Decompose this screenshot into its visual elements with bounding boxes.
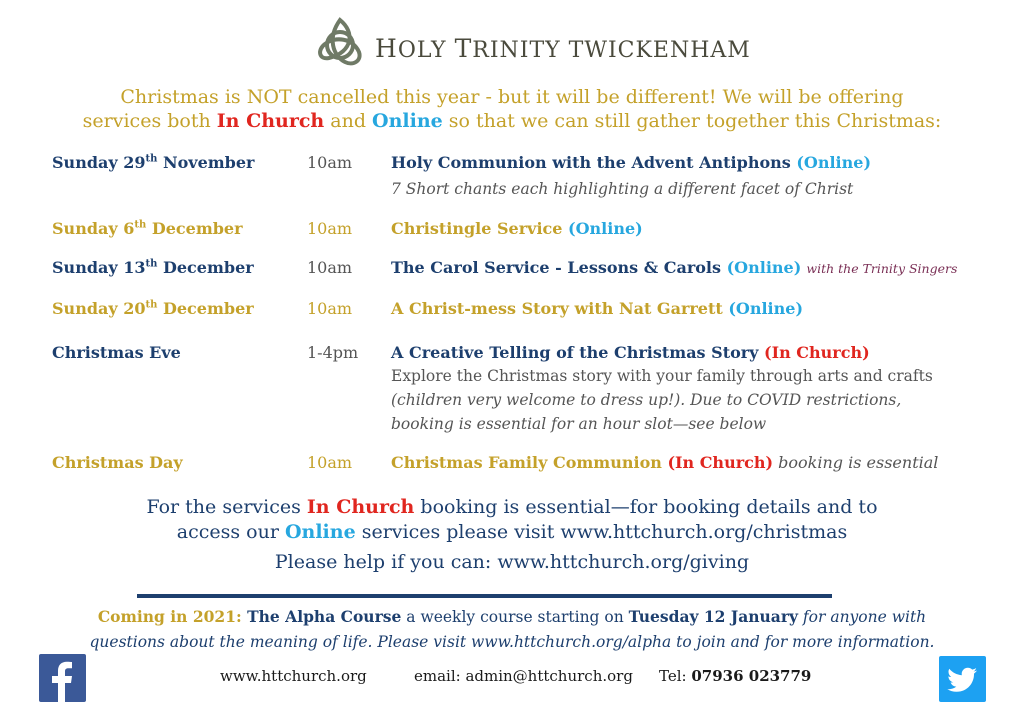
footer-email[interactable]: email: admin@httchurch.org	[414, 667, 633, 685]
footer-website[interactable]: www.httchurch.org	[220, 667, 367, 685]
service-subtitle: (children very welcome to dress up!). Due to COVID restrictions,	[391, 391, 902, 409]
giving-link[interactable]: Please help if you can: www.httchurch.org/giving	[274, 551, 750, 573]
service-time: 10am	[307, 299, 353, 318]
service-date: Christmas Eve	[52, 343, 181, 362]
service-time: 10am	[307, 258, 353, 277]
service-date: Sunday 29th November	[52, 153, 255, 172]
service-time: 10am	[307, 219, 353, 238]
service-description: Christingle Service (Online)	[391, 219, 643, 238]
service-description: Christmas Family Communion (In Church) booking is essential	[391, 453, 939, 472]
service-time: 10am	[307, 453, 353, 472]
service-description: The Carol Service - Lessons & Carols (Online) with the Trinity Singers	[391, 258, 958, 277]
service-description: Holy Communion with the Advent Antiphons (Online) 7 Short chants each highlighting a different facet of Christ	[391, 153, 1011, 201]
facebook-icon[interactable]	[39, 654, 86, 702]
service-description: A Creative Telling of the Christmas Story (In Church) Explore the Christmas story with your family through arts and crafts (children very welcome to dress up!). Due to COVID restrictions, booking is essential for an hour slot—see below	[391, 343, 1011, 436]
service-time: 10am	[307, 153, 353, 172]
twitter-icon[interactable]	[939, 656, 986, 702]
service-date: Sunday 20th December	[52, 299, 254, 318]
intro-line-1: Christmas is NOT cancelled this year - but it will be different! We will be offering	[120, 86, 904, 108]
church-logo	[315, 14, 751, 72]
service-date: Christmas Day	[52, 453, 183, 472]
booking-info: For the services In Church booking is essential—for booking details and to access our Online services please visit www.httchurch.org/christmas	[146, 496, 878, 543]
divider	[137, 594, 832, 598]
service-subtitle: booking is essential for an hour slot—see below	[391, 415, 767, 433]
intro-line-2: services both In Church and Online so that we can still gather together this Christmas:	[82, 110, 942, 132]
intro-text	[0, 85, 1024, 133]
service-time: 1-4pm	[307, 343, 359, 362]
online-highlight: Online	[372, 110, 443, 132]
triquetra-icon	[315, 16, 365, 68]
logo-wordmark: HOLY TRINITY TWICKENHAM	[375, 34, 751, 63]
service-subtitle: 7 Short chants each highlighting a different facet of Christ	[391, 180, 854, 198]
footer-phone: Tel: 07936 023779	[659, 667, 812, 685]
alpha-course-info: Coming in 2021: The Alpha Course a weekly course starting on Tuesday 12 January for anyone with questions about the meaning of life. Please visit www.httchurch.org/alpha to join and for more information.	[89, 607, 935, 651]
service-date: Sunday 13th December	[52, 258, 254, 277]
in-church-highlight: In Church	[216, 110, 325, 132]
service-description: A Christ-mess Story with Nat Garrett (Online)	[391, 299, 804, 318]
christmas-link[interactable]: services please visit www.httchurch.org/christmas	[355, 521, 848, 543]
service-subtitle: Explore the Christmas story with your family through arts and crafts	[391, 367, 933, 385]
service-date: Sunday 6th December	[52, 219, 243, 238]
